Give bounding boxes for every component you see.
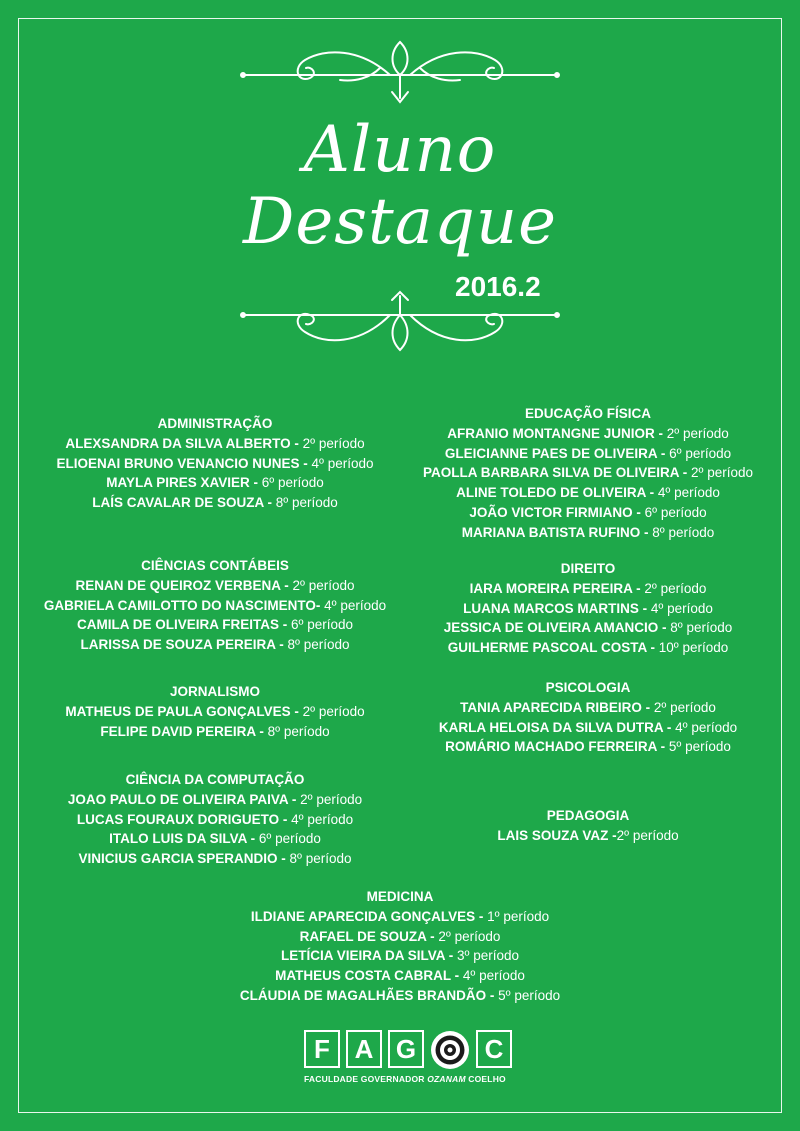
list-item: CAMILA DE OLIVEIRA FREITAS - 6º período bbox=[77, 617, 353, 633]
title-line-2: Destaque bbox=[243, 185, 557, 259]
list-item: MAYLA PIRES XAVIER - 6º período bbox=[106, 475, 324, 491]
section-direito bbox=[398, 559, 778, 658]
logo-letter: G bbox=[388, 1030, 424, 1068]
list-item: LETÍCIA VIEIRA DA SILVA - 3º período bbox=[281, 948, 519, 964]
title-line-1: Aluno bbox=[303, 113, 497, 187]
section-heading: JORNALISMO bbox=[169, 684, 260, 699]
list-item: GUILHERME PASCOAL COSTA - 10º período bbox=[447, 640, 729, 656]
list-item: PAOLLA BARBARA SILVA DE OLIVEIRA - 2º período bbox=[423, 465, 753, 481]
list-item: ILDIANE APARECIDA GONÇALVES - 1º período bbox=[250, 908, 550, 924]
target-icon bbox=[430, 1030, 470, 1070]
list-item: LUANA MARCOS MARTINS - 4º período bbox=[463, 600, 713, 616]
list-item: KARLA HELOISA DA SILVA DUTRA - 4º período bbox=[438, 719, 738, 735]
section-heading: MEDICINA bbox=[366, 889, 434, 904]
list-item: LARISSA DE SOUZA PEREIRA - 8º período bbox=[80, 637, 350, 653]
list-item: ALINE TOLEDO DE OLIVEIRA - 4º período bbox=[456, 485, 720, 501]
section-pedagogia bbox=[398, 806, 778, 846]
section-jornalismo bbox=[20, 682, 410, 741]
logo-subtitle: FACULDADE GOVERNADOR OZANAM COELHO bbox=[304, 1074, 506, 1084]
section-heading: ADMINISTRAÇÃO bbox=[157, 416, 273, 431]
section-heading: DIREITO bbox=[560, 561, 616, 576]
list-item: GLEICIANNE PAES DE OLIVEIRA - 6º período bbox=[444, 445, 732, 461]
list-item: ELIOENAI BRUNO VENANCIO NUNES - 4º período bbox=[56, 455, 374, 471]
section-heading: EDUCAÇÃO FÍSICA bbox=[524, 406, 651, 421]
section-ciencias-contabeis bbox=[20, 556, 410, 655]
list-item: TANIA APARECIDA RIBEIRO - 2º período bbox=[460, 699, 716, 715]
list-item: GABRIELA CAMILOTTO DO NASCIMENTO- 4º período bbox=[43, 597, 387, 613]
logo-letter: A bbox=[346, 1030, 382, 1068]
list-item: JOAO PAULO DE OLIVEIRA PAIVA - 2º período bbox=[67, 791, 363, 807]
section-administracao bbox=[20, 414, 410, 513]
section-heading: CIÊNCIA DA COMPUTAÇÃO bbox=[125, 772, 305, 787]
list-item: CLÁUDIA DE MAGALHÃES BRANDÃO - 5º período bbox=[239, 987, 561, 1003]
bottom-ornament bbox=[240, 290, 560, 360]
logo-letter: F bbox=[304, 1030, 340, 1068]
section-psicologia bbox=[398, 678, 778, 757]
list-item: AFRANIO MONTANGNE JUNIOR - 2º período bbox=[447, 425, 729, 441]
logo-letter: C bbox=[476, 1030, 512, 1068]
list-item: VINICIUS GARCIA SPERANDIO - 8º período bbox=[78, 851, 352, 867]
section-educacao-fisica bbox=[398, 404, 778, 543]
section-heading: PEDAGOGIA bbox=[546, 808, 630, 823]
list-item: LAÍS CAVALAR DE SOUZA - 8º período bbox=[92, 495, 338, 511]
list-item: RENAN DE QUEIROZ VERBENA - 2º período bbox=[75, 577, 355, 593]
year-label: 2016.2 bbox=[455, 271, 541, 302]
list-item: JESSICA DE OLIVEIRA AMANCIO - 8º período bbox=[443, 620, 733, 636]
list-item: MARIANA BATISTA RUFINO - 8º período bbox=[461, 524, 715, 540]
list-item: ROMÁRIO MACHADO FERREIRA - 5º período bbox=[445, 739, 731, 755]
list-item: ALEXSANDRA DA SILVA ALBERTO - 2º período bbox=[65, 435, 365, 451]
top-ornament bbox=[240, 38, 560, 108]
list-item: LUCAS FOURAUX DORIGUETO - 4º período bbox=[76, 811, 354, 827]
list-item: IARA MOREIRA PEREIRA - 2º período bbox=[469, 580, 707, 596]
list-item: LAIS SOUZA VAZ -2º período bbox=[497, 827, 679, 843]
section-heading: PSICOLOGIA bbox=[545, 680, 631, 695]
list-item: JOÃO VICTOR FIRMIANO - 6º período bbox=[469, 504, 707, 520]
fagoc-logo bbox=[304, 1030, 506, 1092]
list-item: ITALO LUIS DA SILVA - 6º período bbox=[109, 831, 321, 847]
list-item: MATHEUS COSTA CABRAL - 4º período bbox=[275, 968, 525, 984]
section-medicina bbox=[0, 887, 800, 1006]
section-ciencia-computacao bbox=[20, 770, 410, 869]
list-item: RAFAEL DE SOUZA - 2º período bbox=[299, 928, 501, 944]
list-item: MATHEUS DE PAULA GONÇALVES - 2º período bbox=[65, 703, 365, 719]
list-item: FELIPE DAVID PEREIRA - 8º período bbox=[100, 723, 330, 739]
section-heading: CIÊNCIAS CONTÁBEIS bbox=[141, 558, 289, 573]
